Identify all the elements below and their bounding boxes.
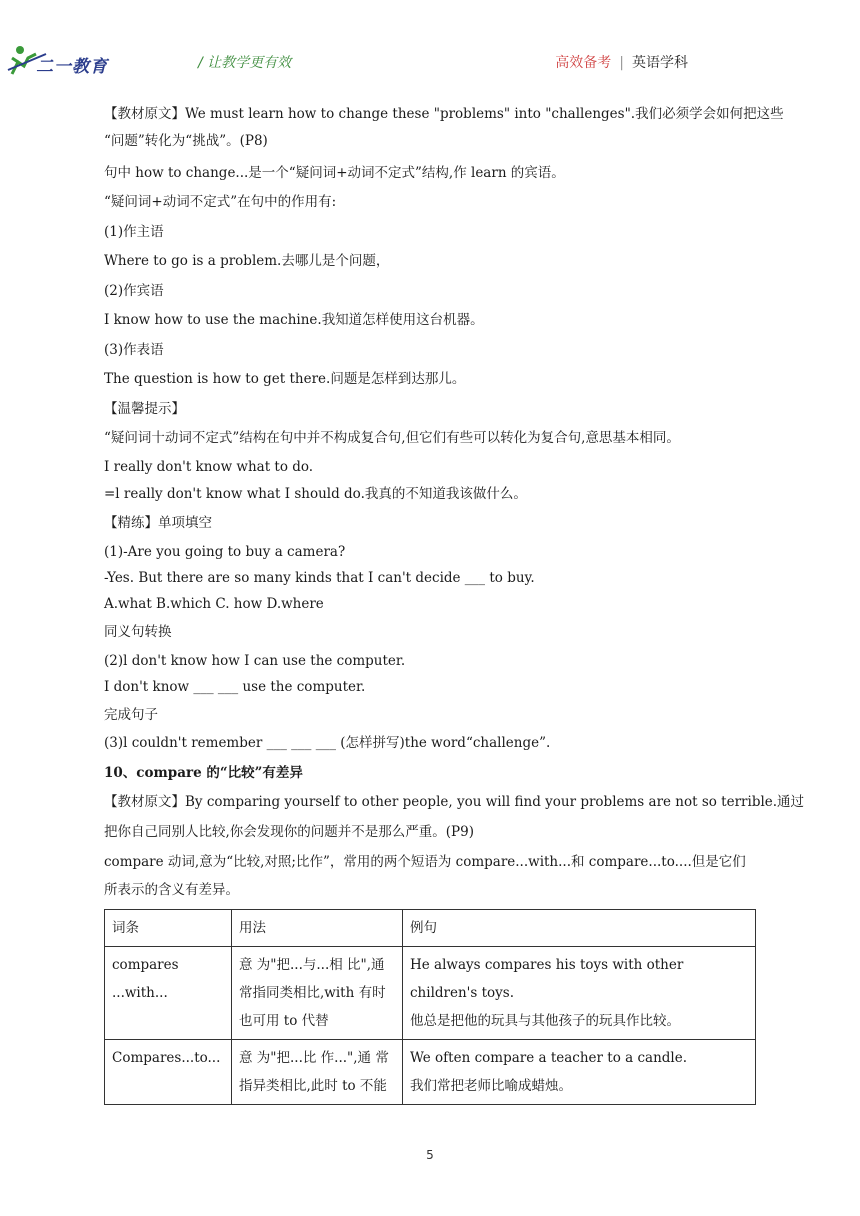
compare-usage-table (104, 909, 756, 1105)
text-line: 句中 how to change...是一个“疑问词+动词不定式”结构,作 learn 的宾语。 (104, 165, 565, 181)
text-line: The question is how to get there.问题是怎样到达那儿。 (104, 371, 466, 387)
text-line: I know how to use the machine.我知道怎样使用这台机器。 (104, 312, 484, 328)
text-line: 【教材原文】We must learn how to change these "problems" into "challenges".我们必须学会如何把这些 (104, 106, 784, 122)
text-line: (2)作宾语 (104, 283, 164, 299)
table-header-cell: 用法 (232, 910, 403, 947)
text-line: Where to go is a problem.去哪儿是个问题， (104, 253, 390, 269)
term-cell: Compares...to... (105, 1040, 232, 1105)
table-row (105, 947, 756, 1040)
text-line: 把你自己同别人比较,你会发现你的问题并不是那么严重。(P9) (104, 824, 474, 840)
table-row (105, 1040, 756, 1105)
text-line: I don't know ___ ___ use the computer. (104, 679, 366, 695)
text-line: -Yes. But there are so many kinds that I can't decide ___ to buy. (104, 570, 535, 586)
table-header-cell: 例句 (403, 910, 756, 947)
text-line: “疑问词十动词不定式”结构在句中并不构成复合句,但它们有些可以转化为复合句,意思基本相同。 (104, 430, 680, 446)
text-line: (2)l don't know how I can use the computer. (104, 653, 406, 669)
term-cell: compares ...with... (105, 947, 232, 1040)
usage-cell: 意 为"把...比 作...",通 常指异类相比,此时 to 不能 (232, 1040, 403, 1105)
example-chinese: 他总是把他的玩具与其他孩子的玩具作比较。 (410, 1013, 680, 1029)
header-right (555, 52, 688, 72)
text-line: 【温馨提示】 (104, 401, 185, 417)
header-tag-red: 高效备考 (555, 55, 612, 71)
text-line: (1)作主语 (104, 224, 164, 240)
page-header (0, 0, 860, 90)
text-line: I really don't know what to do. (104, 459, 314, 475)
text-line: “疑问词+动词不定式”在句中的作用有: (104, 194, 337, 210)
text-line: A.what B.which C. how D.where (104, 596, 324, 612)
section-heading: 10、compare 的“比较”有差异 (104, 765, 303, 781)
brand-name: 二一教育 (36, 57, 108, 77)
text-line: 同义句转换 (104, 624, 172, 640)
example-cell (403, 947, 756, 1040)
example-cell (403, 1040, 756, 1105)
text-line: 所表示的含义有差异。 (104, 882, 239, 898)
text-line: =l really don't know what I should do.我真的不知道我该做什么。 (104, 486, 527, 502)
text-line: 【教材原文】By comparing yourself to other people, you will find your problems are not so terrible.通过 (104, 794, 805, 810)
example-english: He always compares his toys with other children's toys. (410, 957, 684, 1001)
page-number: 5 (426, 1148, 434, 1162)
usage-cell: 意 为"把...与...相 比",通常指同类相比,with 有时也可用 to 代替 (232, 947, 403, 1040)
header-subject: 英语学科 (632, 55, 688, 71)
text-line: (3)作表语 (104, 342, 164, 358)
header-slogan: / 让教学更有效 (198, 55, 292, 71)
text-line: 完成句子 (104, 707, 158, 723)
text-line: (3)l couldn't remember ___ ___ ___ (怎样拼写)the word“challenge”. (104, 735, 551, 751)
table-header-row (105, 910, 756, 947)
text-line: “问题”转化为“挑战”。(P8) (104, 133, 268, 149)
text-line: compare 动词,意为“比较,对照;比作”，常用的两个短语为 compare...with...和 compare...to....但是它们 (104, 854, 746, 870)
text-line: (1)-Are you going to buy a camera? (104, 544, 346, 560)
text-line: 【精练】单项填空 (104, 515, 212, 531)
header-separator: | (619, 55, 624, 71)
table-header-cell: 词条 (105, 910, 232, 947)
example-chinese: 我们常把老师比喻成蜡烛。 (410, 1078, 572, 1094)
example-english: We often compare a teacher to a candle. (410, 1050, 688, 1066)
